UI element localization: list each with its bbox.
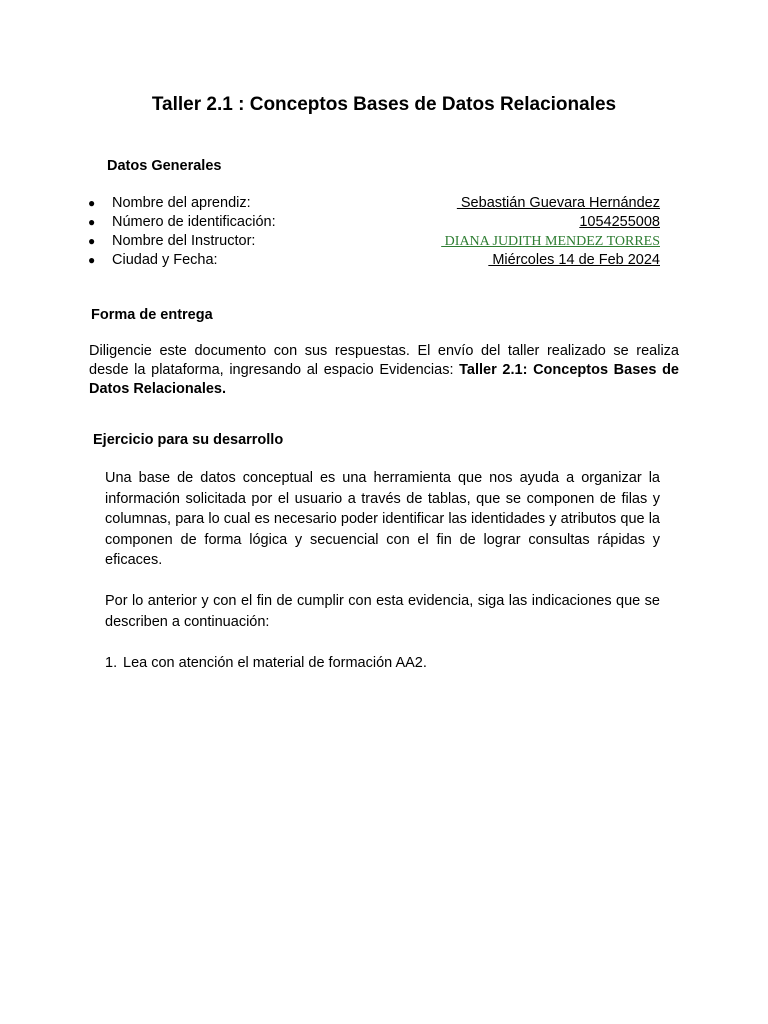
delivery-text: Diligencie este documento con sus respuestas. El envío del taller realizado se realiza desde la plataforma, ingresando al espacio Evidencias: xyxy=(89,343,679,378)
exercise-heading: Ejercicio para su desarrollo xyxy=(93,432,284,448)
bullet-icon: ● xyxy=(88,196,96,210)
bullet-icon: ● xyxy=(88,215,96,229)
step-number: 1. xyxy=(105,655,118,671)
city-date-label: Ciudad y Fecha: xyxy=(112,252,218,268)
step-item xyxy=(105,653,427,673)
document-title: Taller 2.1 : Conceptos Bases de Datos Relacionales xyxy=(151,94,617,115)
general-item-learner xyxy=(88,194,660,213)
delivery-paragraph xyxy=(89,342,679,399)
exercise-paragraph-2: Por lo anterior y con el fin de cumplir con esta evidencia, siga las indicaciones que se describen a continuación: xyxy=(105,593,660,630)
general-data-heading: Datos Generales xyxy=(107,158,222,174)
general-item-instructor xyxy=(88,232,660,251)
instructor-label: Nombre del Instructor: xyxy=(112,233,256,249)
bullet-icon: ● xyxy=(88,234,96,248)
learner-label: Nombre del aprendiz: xyxy=(112,195,251,211)
learner-value: Sebastián Guevara Hernández xyxy=(456,195,660,211)
delivery-heading: Forma de entrega xyxy=(91,307,213,323)
delivery-bold-text: Taller 2.1: Conceptos Bases de Datos Relacionales. xyxy=(89,362,679,397)
instructor-value: DIANA JUDITH MENDEZ TORRES xyxy=(441,234,660,249)
id-value: 1054255008 xyxy=(579,214,660,230)
city-date-value: Miércoles 14 de Feb 2024 xyxy=(488,252,660,268)
general-data-list xyxy=(88,194,660,270)
bullet-icon: ● xyxy=(88,253,96,267)
exercise-paragraph-1: Una base de datos conceptual es una herramienta que nos ayuda a organizar la información solicitada por el usuario a través de tablas, que se componen de filas y columnas, para lo cual es necesario poder identificar las identidades y atributos que la componen de forma lógica y secuencial con el fin de lograr consultas rápidas y eficaces. xyxy=(105,470,660,568)
step-text: Lea con atención el material de formación AA2. xyxy=(123,655,427,671)
id-label: Número de identificación: xyxy=(112,214,276,230)
general-item-city-date xyxy=(88,251,660,270)
general-item-id xyxy=(88,213,660,232)
